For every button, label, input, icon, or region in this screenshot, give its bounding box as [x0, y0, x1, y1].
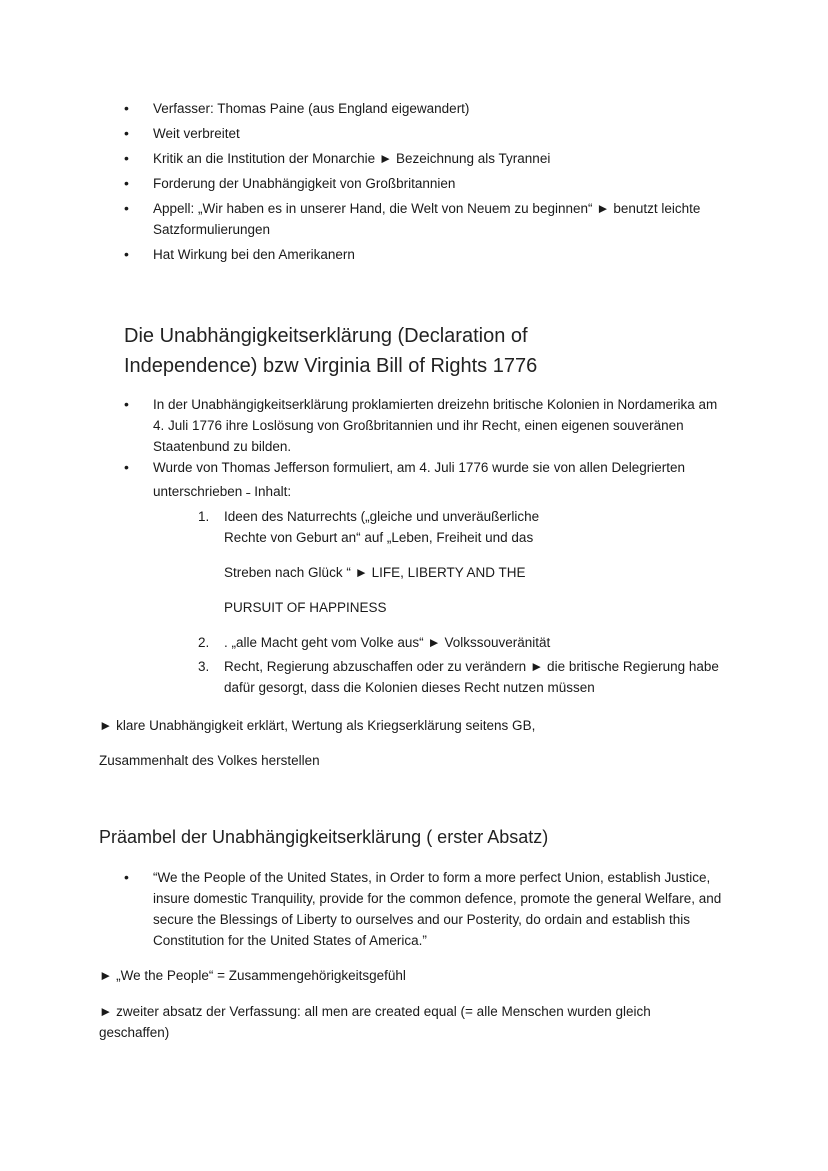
list-item: • In der Unabhängigkeitserklärung proklamierten dreizehn britische Kolonien in Nordamerika am 4. Juli 1776 ihre Loslösung von Großbritannien und ihr Recht, einen eigenen souveränen Staatenbund zu bilden. — [124, 394, 728, 457]
list-item: • Kritik an die Institution der Monarchie ► Bezeichnung als Tyrannei — [124, 148, 744, 173]
conclusion-line: ► klare Unabhängigkeit erklärt, Wertung als Kriegserklärung seitens GB, — [99, 718, 536, 733]
paine-bullet-list — [124, 98, 744, 265]
declaration-bullet-list — [124, 394, 728, 502]
list-item: 1. Ideen des Naturrechts („gleiche und unveräußerliche Rechte von Geburt an“ auf „Leben, Freiheit und das Streben nach Glück “ ► LIFE, LIBERTY AND THE PURSUIT OF HAPPINESS — [198, 509, 540, 615]
section-heading-preamble: Präambel der Unabhängigkeitserklärung ( erster Absatz) — [99, 827, 549, 847]
note-line: ► „We the People“ = Zusammengehörigkeitsgefühl — [99, 968, 406, 983]
list-item: • Hat Wirkung bei den Amerikanern — [124, 244, 744, 265]
list-item: • Appell: „Wir haben es in unserer Hand, die Welt von Neuem zu beginnen“ ► benutzt leichte Satzformulierungen — [124, 198, 744, 244]
list-item: • Wurde von Thomas Jefferson formuliert, am 4. Juli 1776 wurde sie von allen Delegrierten unterschrieben ˗ Inhalt: — [124, 457, 728, 502]
list-item: • Weit verbreitet — [124, 123, 744, 148]
list-item: 2. . „alle Macht geht vom Volke aus“ ► Volkssouveränität — [198, 635, 551, 650]
conclusion-line: Zusammenhalt des Volkes herstellen — [99, 753, 320, 768]
section-heading-declaration: Die Unabhängigkeitserklärung (Declaration of Independence) bzw Virginia Bill of Rights 1776 — [124, 325, 538, 377]
list-item: • Forderung der Unabhängigkeit von Großbritannien — [124, 173, 744, 198]
list-item: 3. Recht, Regierung abzuschaffen oder zu verändern ► die britische Regierung habe dafür gesorgt, dass die Kolonien dieses Recht nutzen müssen — [198, 659, 719, 695]
note-line: ► zweiter absatz der Verfassung: all men are created equal (= alle Menschen wurden gleich geschaffen) — [99, 1004, 651, 1040]
list-item: • “We the People of the United States, in Order to form a more perfect Union, establish Justice, insure domestic Tranquility, provide for the common defence, promote the general Welfare, and secure the Blessings of Liberty to ourselves and our Posterity, do ordain and establish this Constitution for the United States of America.” — [124, 867, 728, 951]
list-item: • Verfasser: Thomas Paine (aus England eigewandert) — [124, 98, 744, 123]
declaration-content-list — [198, 506, 738, 698]
preamble-bullet-list — [124, 867, 728, 951]
